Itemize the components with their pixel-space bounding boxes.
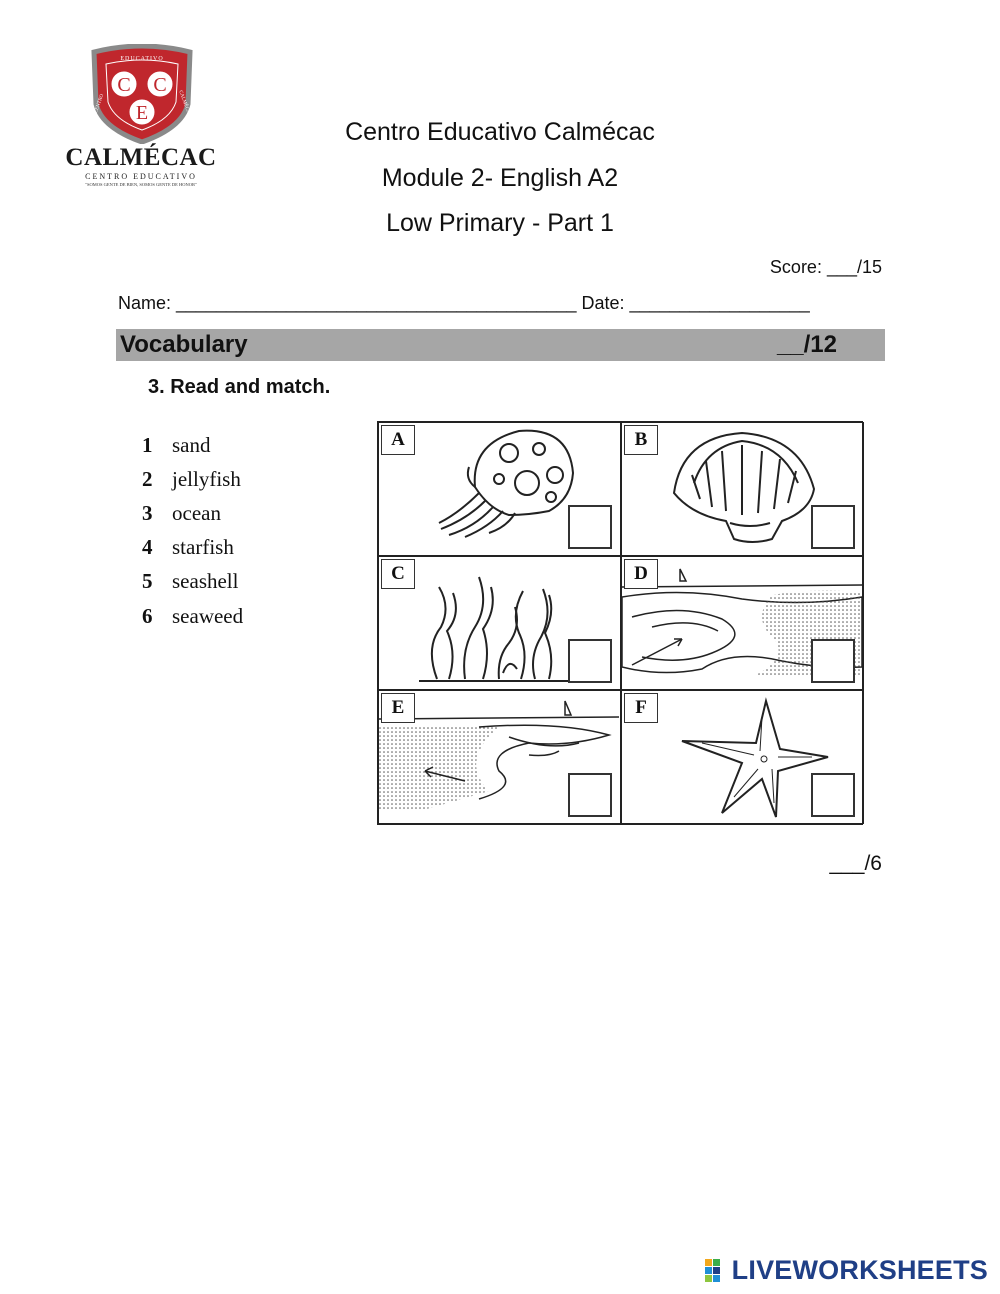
word-text: jellyfish	[172, 466, 241, 491]
answer-box-d[interactable]	[811, 639, 855, 683]
list-item	[142, 599, 243, 633]
list-item	[142, 531, 243, 565]
total-score: Score: ___/15	[769, 257, 882, 277]
picture-grid	[377, 421, 863, 825]
svg-text:C: C	[153, 74, 167, 96]
picture-letter: F	[624, 693, 658, 723]
picture-cell-e	[378, 690, 621, 824]
picture-letter: A	[381, 425, 415, 455]
picture-letter: D	[624, 559, 658, 589]
word-number: 2	[142, 466, 153, 491]
word-text: seashell	[172, 569, 239, 594]
module-title: Module 2- English A2	[381, 164, 619, 192]
word-list	[142, 428, 243, 633]
answer-box-c[interactable]	[568, 639, 612, 683]
svg-text:EDUCATIVO: EDUCATIVO	[120, 56, 164, 62]
word-number: 5	[142, 569, 153, 594]
list-item	[142, 462, 243, 496]
answer-box-b[interactable]	[811, 505, 855, 549]
picture-cell-b	[621, 422, 864, 556]
word-text: sand	[172, 432, 211, 457]
logo-brand: CALMÉCAC	[65, 144, 217, 171]
answer-box-a[interactable]	[568, 505, 612, 549]
picture-cell-f	[621, 690, 864, 824]
name-field[interactable]: ________________________________________	[176, 293, 577, 313]
name-date-row	[118, 293, 810, 314]
logo-motto: "SOMOS GENTE DE BIEN, SOMOS GENTE DE HONOR"	[85, 182, 197, 187]
picture-cell-d	[621, 556, 864, 690]
word-text: ocean	[172, 500, 221, 525]
list-item	[142, 496, 243, 530]
level-title: Low Primary - Part 1	[386, 209, 614, 237]
section-header	[116, 329, 885, 361]
section-score: __/12	[776, 331, 837, 358]
name-label: Name:	[118, 293, 172, 313]
answer-box-f[interactable]	[811, 773, 855, 817]
svg-text:CALMÉCAC: CALMÉCAC	[177, 89, 192, 118]
picture-letter: B	[624, 425, 658, 455]
picture-letter: C	[381, 559, 415, 589]
word-text: seaweed	[172, 603, 244, 628]
list-item	[142, 428, 243, 462]
liveworksheets-logo-icon	[704, 1257, 730, 1283]
watermark-text: LIVEWORKSHEETS	[731, 1254, 988, 1285]
svg-text:C: C	[117, 74, 131, 96]
liveworksheets-watermark	[704, 1254, 988, 1286]
svg-text:CENTRO: CENTRO	[93, 93, 106, 115]
word-number: 3	[142, 500, 153, 525]
picture-cell-c	[378, 556, 621, 690]
section-title: Vocabulary	[120, 331, 248, 358]
date-label: Date:	[581, 293, 625, 313]
svg-text:E: E	[135, 102, 149, 124]
picture-letter: E	[381, 693, 415, 723]
word-text: starfish	[172, 535, 234, 560]
answer-box-e[interactable]	[568, 773, 612, 817]
date-field[interactable]: __________________	[629, 293, 810, 313]
exercise-score: ___/6	[829, 852, 882, 875]
word-number: 6	[142, 603, 153, 628]
exercise-instruction: 3. Read and match.	[148, 376, 331, 398]
word-number: 1	[142, 432, 153, 457]
word-number: 4	[142, 535, 153, 560]
list-item	[142, 565, 243, 599]
logo-subtitle: CENTRO EDUCATIVO	[85, 172, 197, 181]
picture-cell-a	[378, 422, 621, 556]
school-name: Centro Educativo Calmécac	[345, 118, 655, 146]
